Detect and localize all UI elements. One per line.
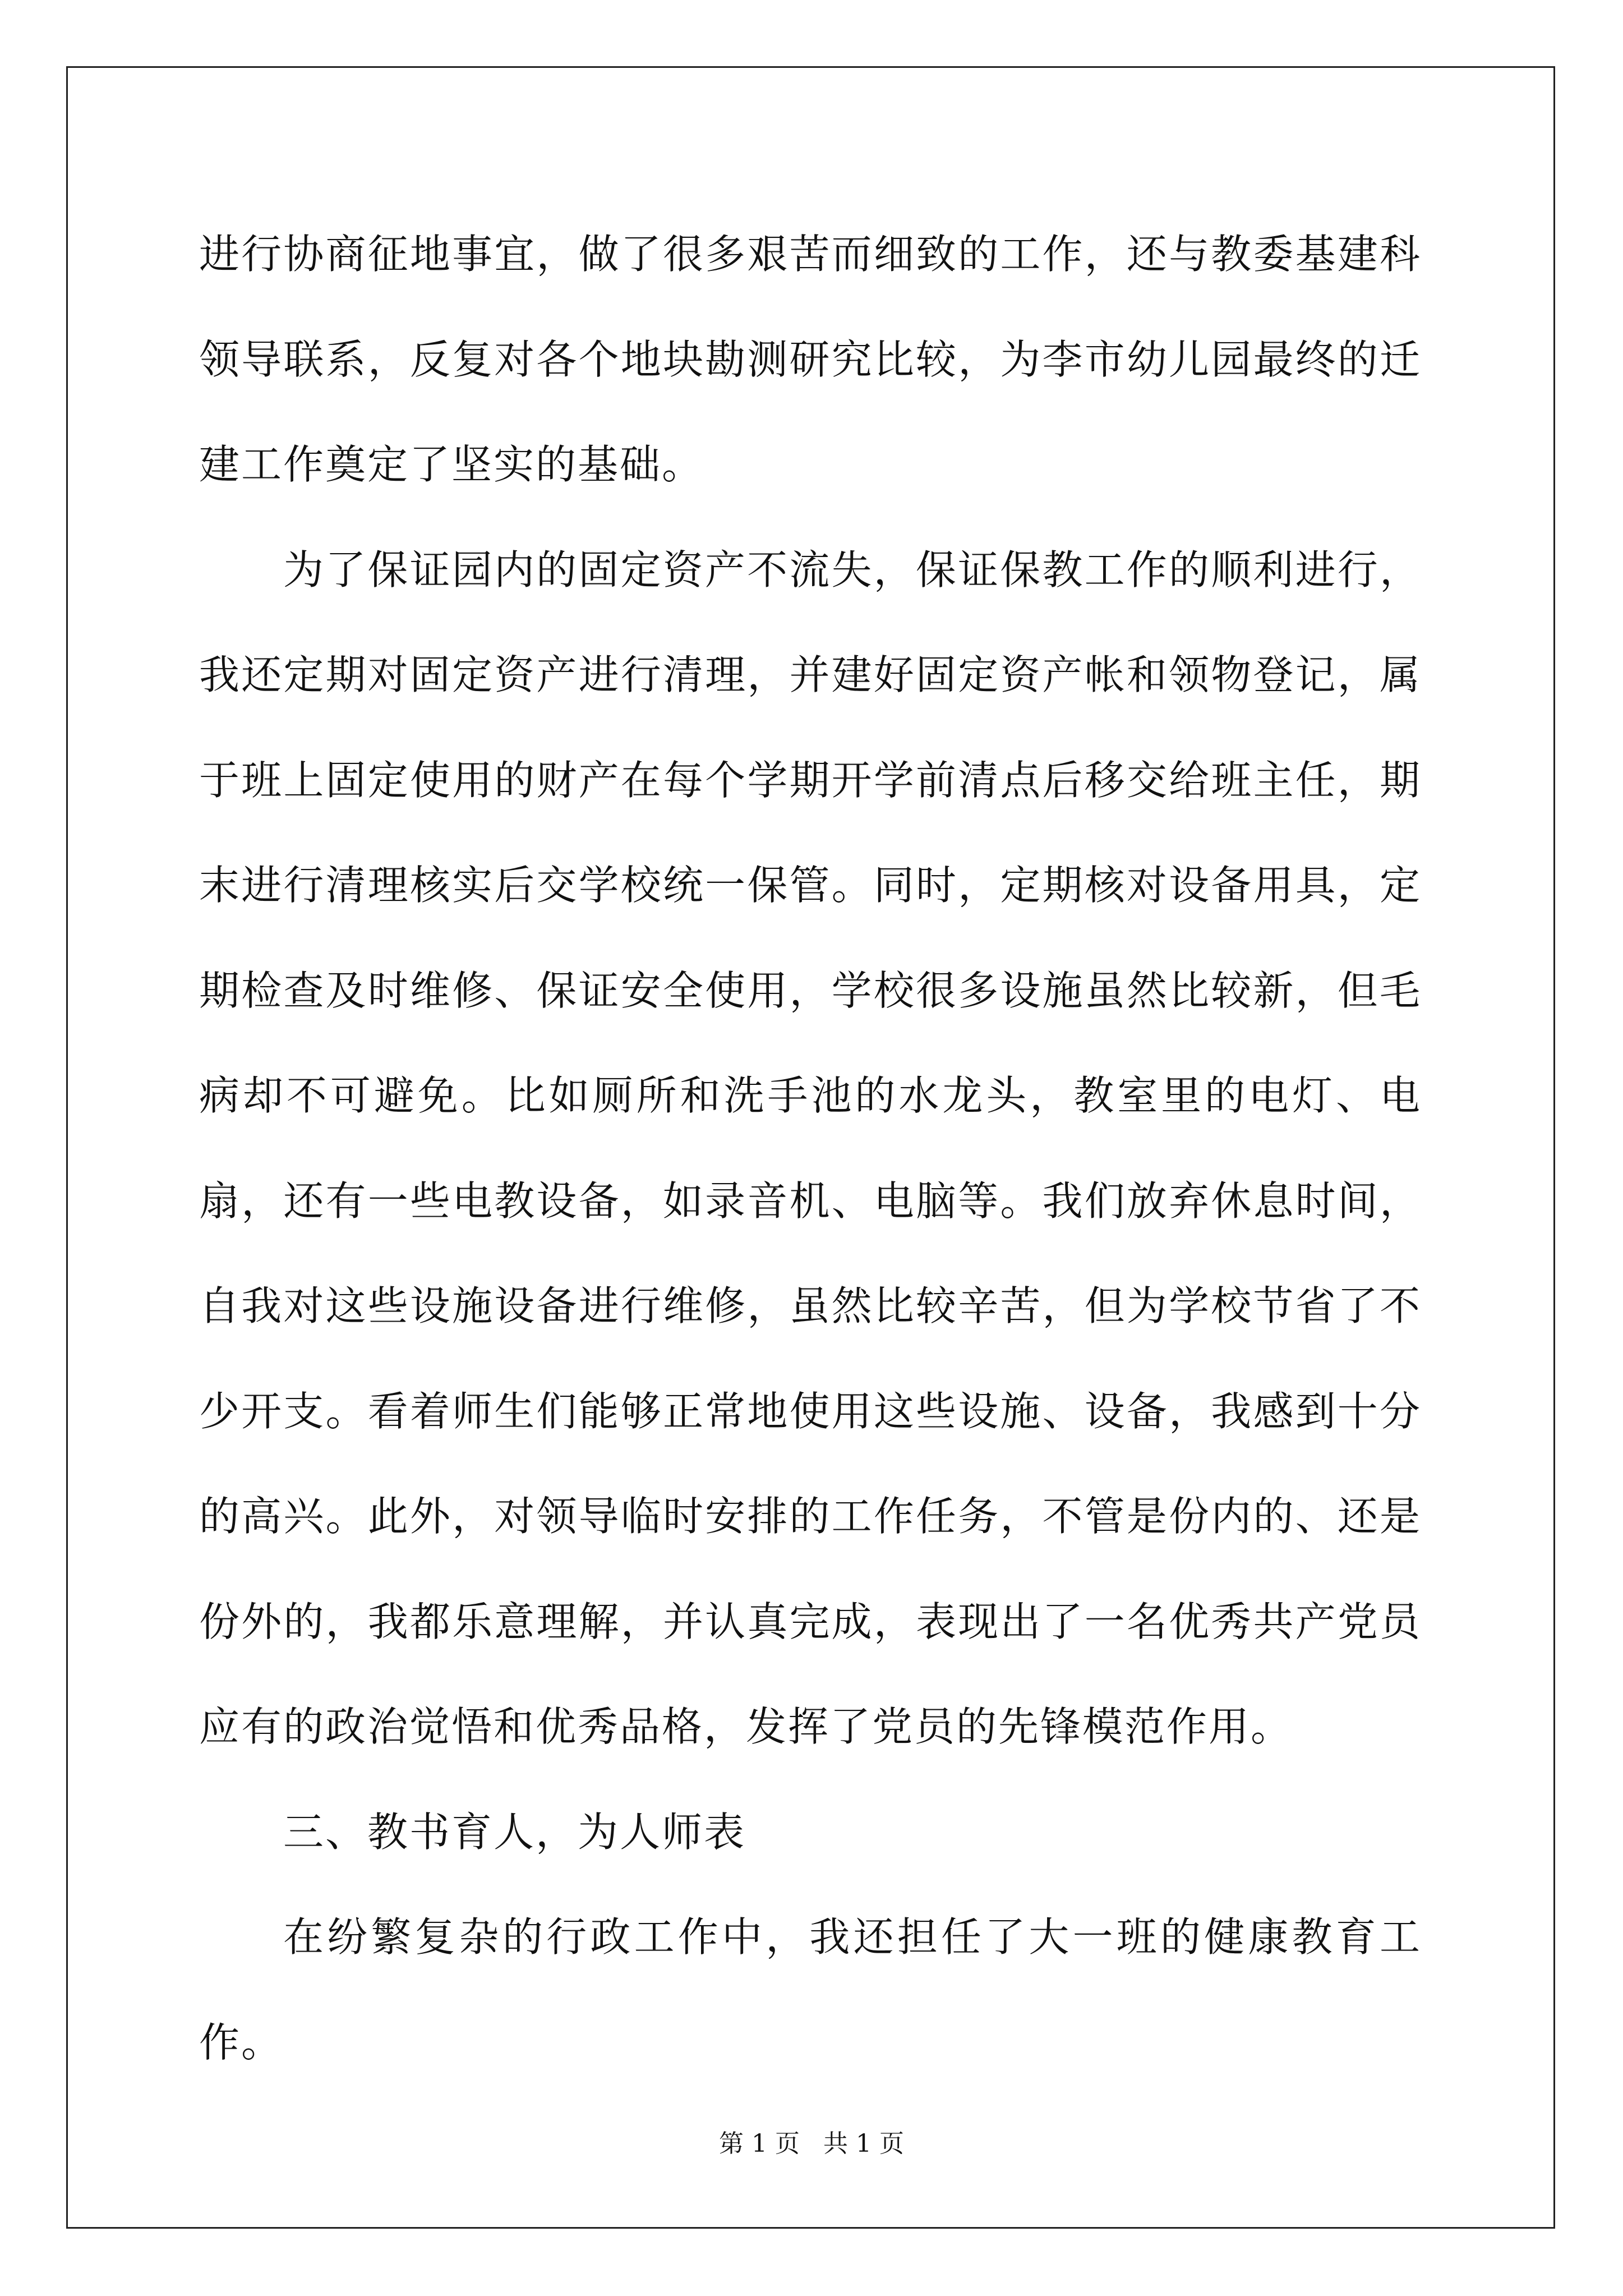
paragraph-2: 为了保证园内的固定资产不流失，保证保教工作的顺利进行，我还定期对固定资产进行清理，并建好固定资产帐和领物登记，属于班上固定使用的财产在每个学期开学前清点后移交给班主任，期末进行清理核实后交学校统一保管。同时，定期核对设备用具，定期检查及时维修、保证安全使用，学校很多设施虽然比较新，但毛病却不可避免。比如厕所和洗手池的水龙头，教室里的电灯、电扇，还有一些电教设备，如录音机、电脑等。我们放弃休息时间，自我对这些设施设备进行维修，虽然比较辛苦，但为学校节省了不少开支。看着师生们能够正常地使用这些设施、设备，我感到十分的高兴。此外，对领导临时安排的工作任务，不管是份内的、还是份外的，我都乐意理解，并认真完成，表现出了一名优秀共产党员应有的政治觉悟和优秀品格，发挥了党员的先锋模范作用。 — [199, 546, 1422, 1750]
section-heading: 三、教书育人，为人师表 — [283, 1808, 746, 1856]
page-footer — [0, 2123, 1623, 2159]
paragraph-3: 在纷繁复杂的行政工作中，我还担任了大一班的健康教育工作。 — [199, 1913, 1422, 2066]
paragraph-1: 进行协商征地事宜，做了很多艰苦而细致的工作，还与教委基建科领导联系，反复对各个地块勘测研究比较，为李市幼儿园最终的迁建工作奠定了坚实的基础。 — [199, 231, 1422, 488]
page-total: 共 1 页 — [823, 2129, 904, 2158]
page-number: 第 1 页 — [719, 2129, 800, 2158]
footer-gap — [800, 2129, 823, 2158]
document-body — [199, 202, 1422, 2095]
